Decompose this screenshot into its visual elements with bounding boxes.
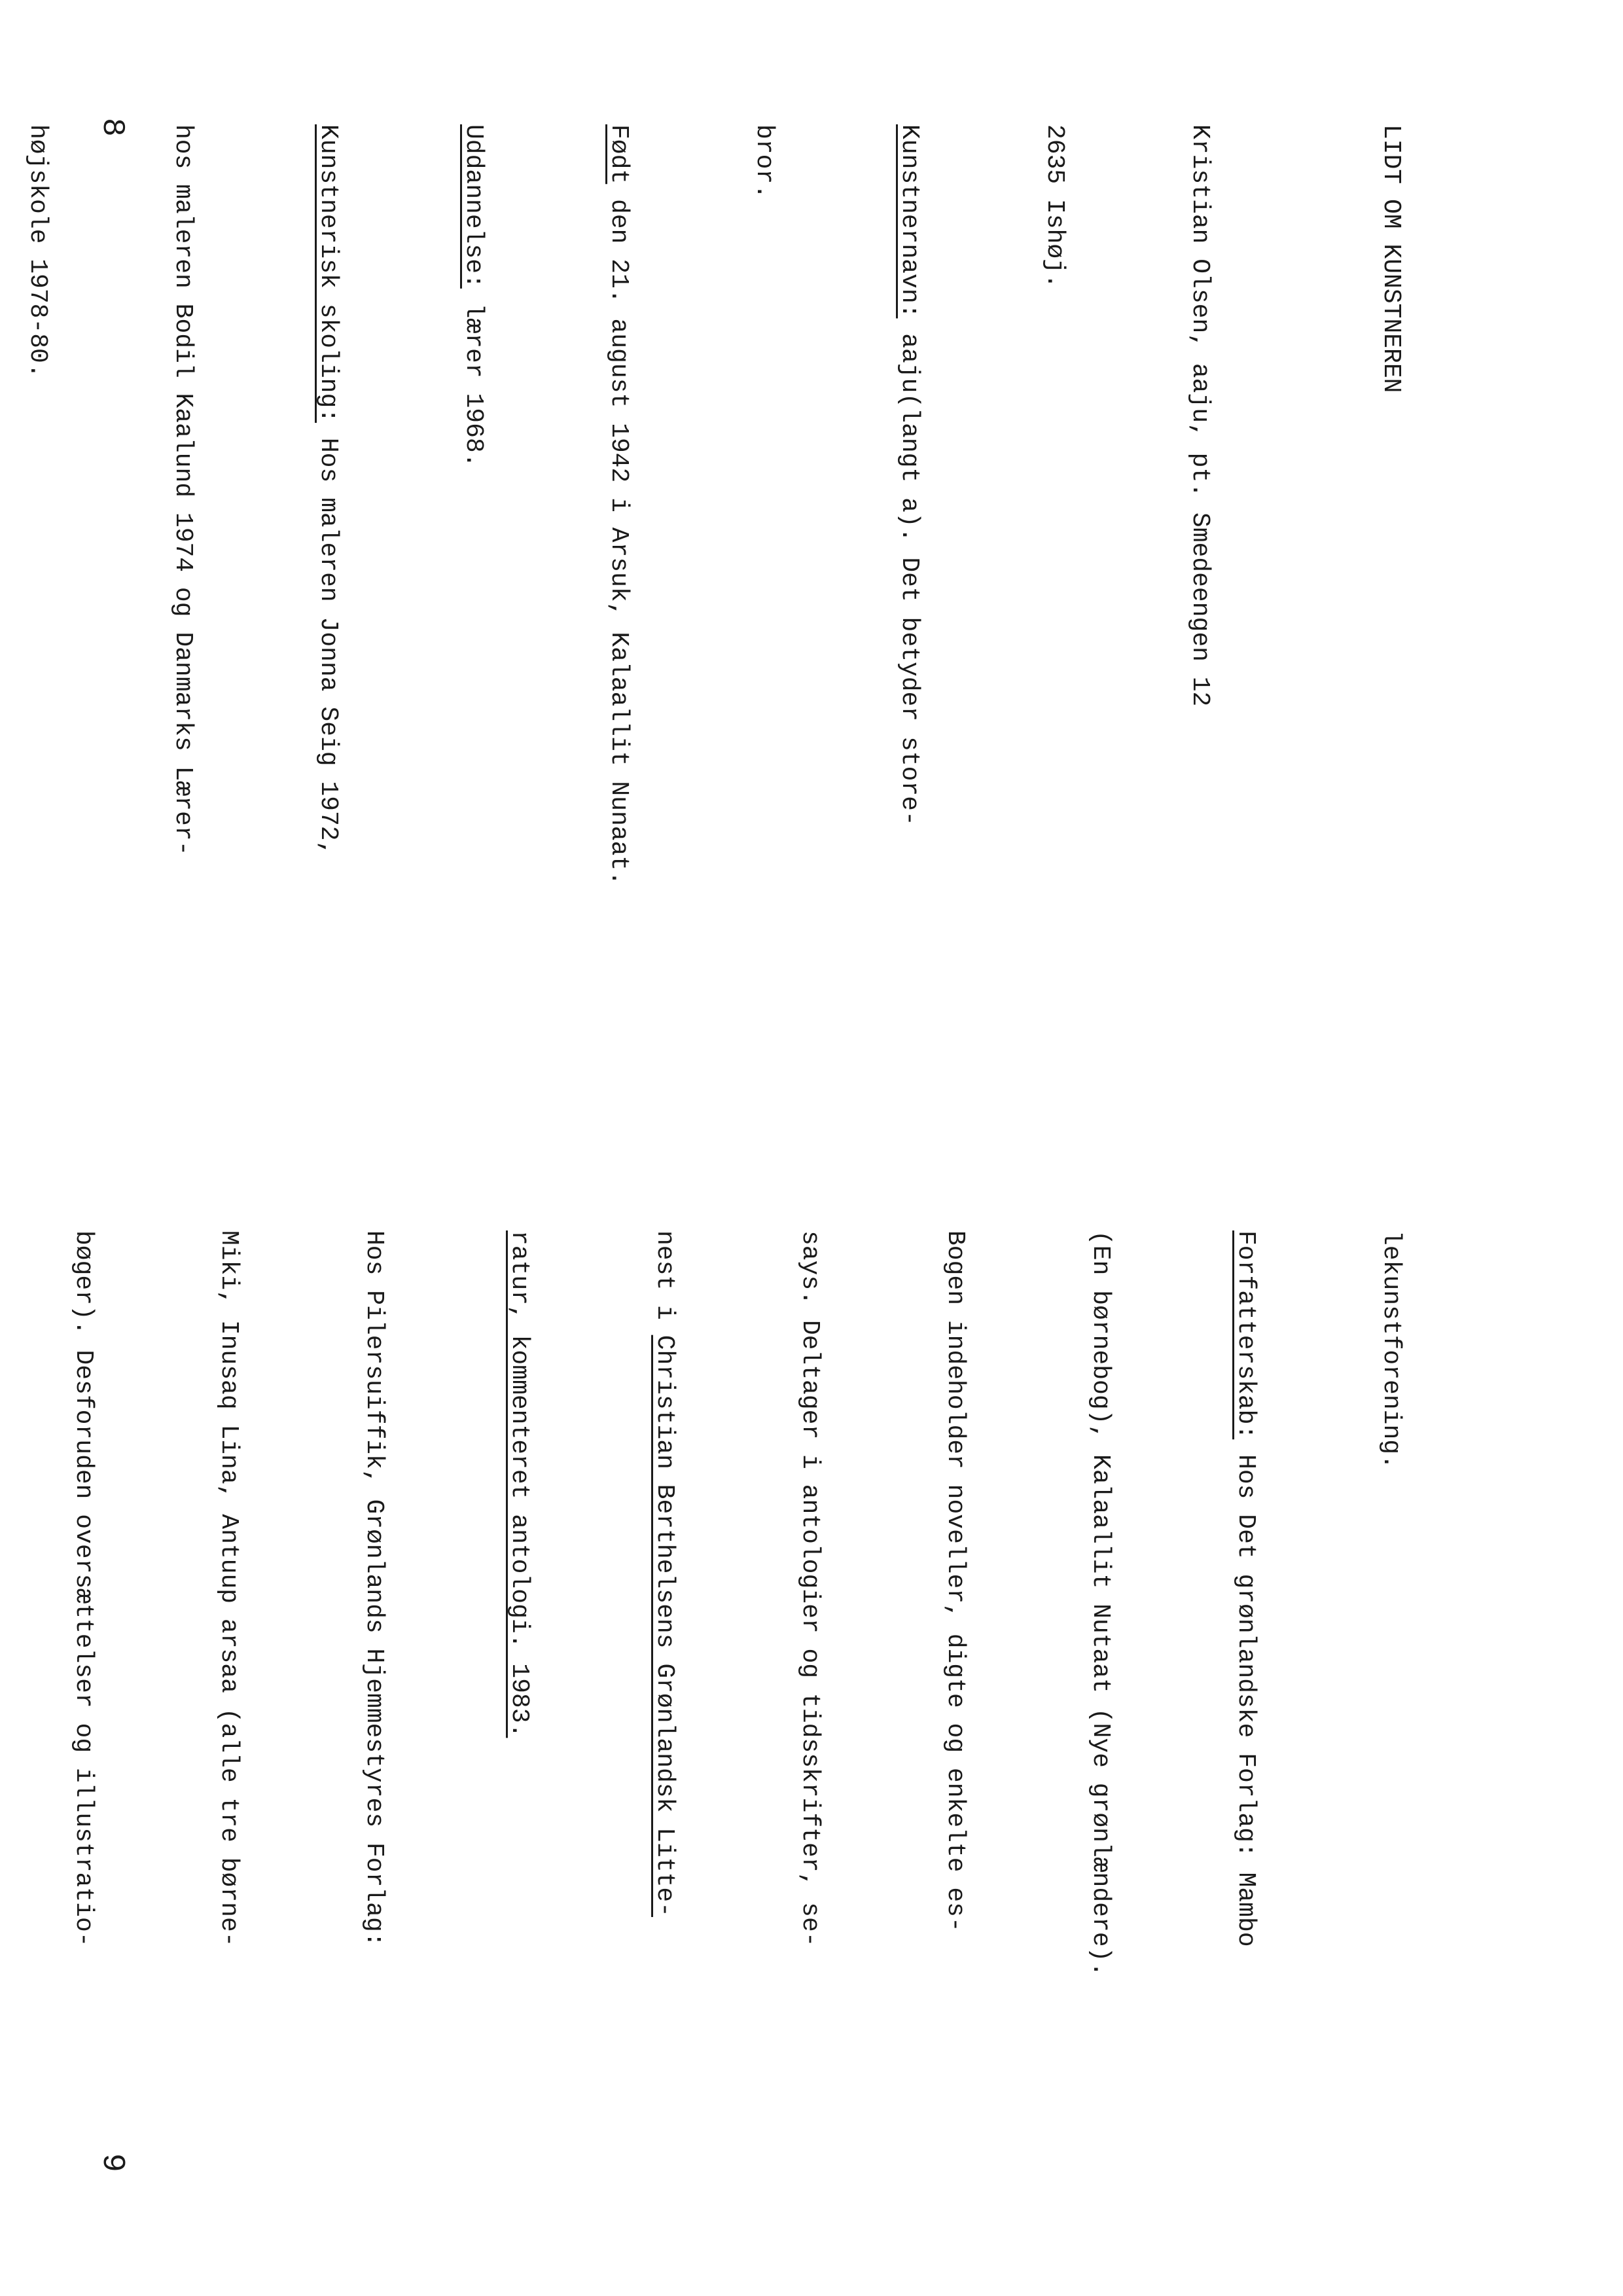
page-number: 8 xyxy=(94,118,130,137)
section-label: Forfatterskab: xyxy=(1232,1230,1260,1440)
page-number: 9 xyxy=(94,2153,130,2172)
page-8 xyxy=(0,124,1512,1145)
section-label: Kunstnerisk skoling: xyxy=(314,124,342,423)
page-9 xyxy=(0,1230,1512,2251)
section-label: Uddannelse: xyxy=(459,124,488,289)
text-line: hos maleren Bodil Kaalund 1974 og Danmarks Lærer- xyxy=(169,124,197,856)
text-line: højskole 1978-80. xyxy=(24,124,52,378)
text-line: Kunstnerisk skoling: Hos maleren Jonna Seig 1972, xyxy=(314,124,342,856)
text-line: Kristian Olsen, aaju, pt. Smedeengen 12 xyxy=(1186,124,1214,707)
text-line: Bogen indeholder noveller, digte og enkelte es- xyxy=(941,1230,969,1932)
text-line xyxy=(495,1230,543,2251)
text-line: Forfatterskab: Hos Det grønlandske Forlag: Mambo xyxy=(1232,1230,1260,1947)
text-line: 2635 Ishøj. xyxy=(1041,124,1069,289)
book-title: Christian Berthelsens Grønlandsk Litte- xyxy=(651,1335,679,1917)
book-title: ratur, kommenteret antologi. 1983. xyxy=(505,1230,533,1738)
section-label: Født xyxy=(605,124,633,185)
text-line: bror. xyxy=(750,124,778,200)
text-line: bøger). Desforuden oversættelser og illustratio- xyxy=(69,1230,98,1947)
page-title: LIDT OM KUNSTNEREN xyxy=(1377,124,1405,393)
text-line: says. Deltager i antologier og tidsskrifter, se- xyxy=(796,1230,824,1947)
text-line: Uddannelse: lærer 1968. xyxy=(459,124,488,468)
text-line: Hos Pilersuiffik, Grønlands Hjemmestyres Forlag: xyxy=(360,1230,388,1947)
text-line: Født den 21. august 1942 i Arsuk, Kalaallit Nunaat. xyxy=(605,124,633,886)
text-line: Kunstnernavn: aaju(langt a). Det betyder store- xyxy=(895,124,923,826)
text-line: Miki, Inusaq Lina, Antuup arsaa (alle tre børne- xyxy=(215,1230,243,1947)
text-line: nest i Christian Berthelsens Grønlandsk Litte- xyxy=(651,1230,679,1917)
section-label: Kunstnernavn: xyxy=(895,124,923,319)
text-line: (En børnebog), Kalaallit Nutaat (Nye grønlændere). xyxy=(1086,1230,1115,1977)
text-line: lekunstforening. xyxy=(1377,1230,1405,1469)
